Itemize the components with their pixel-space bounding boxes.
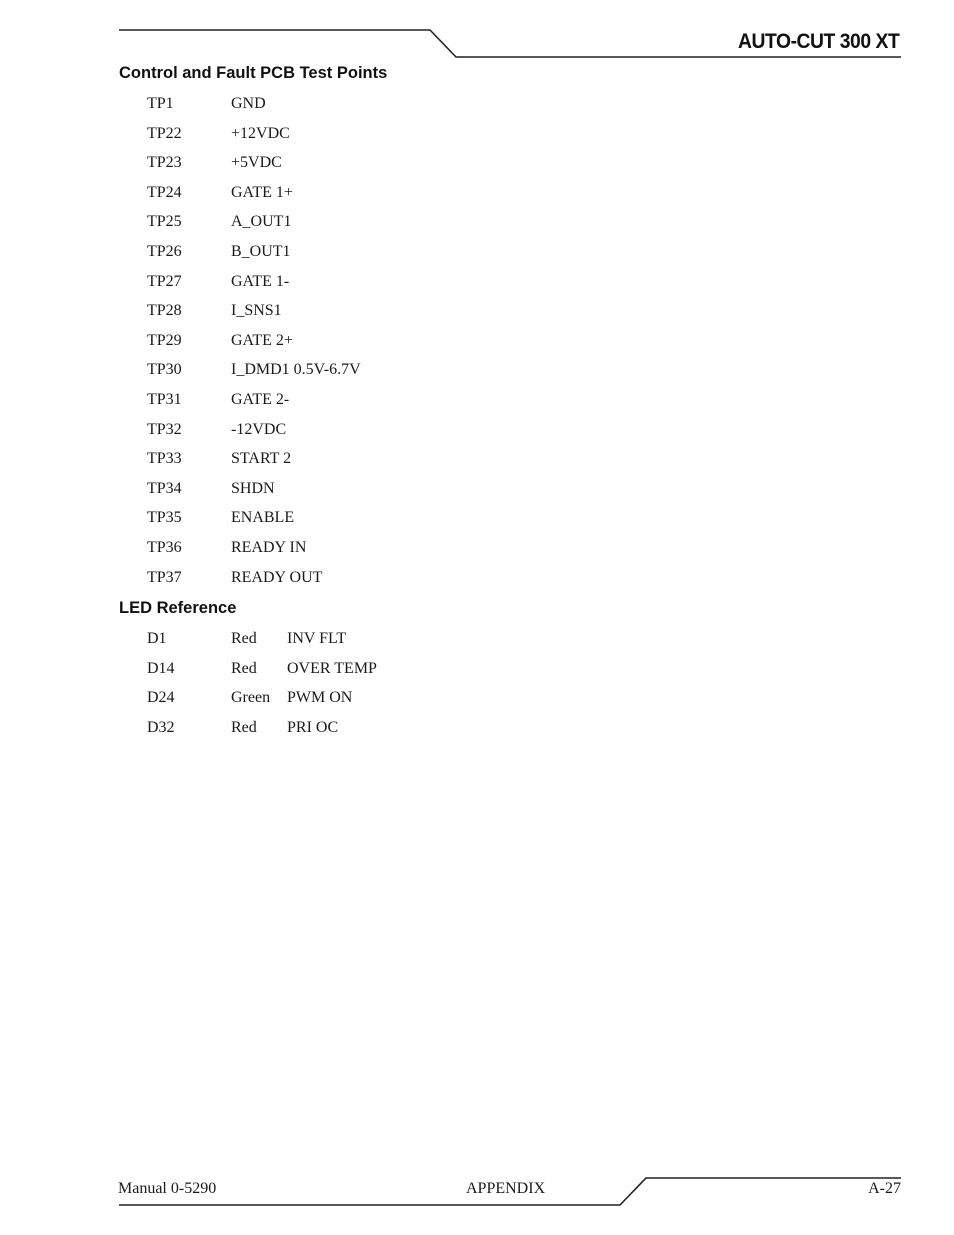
test-point-row-signal: ENABLE: [231, 509, 295, 527]
manual-number: Manual 0-5290: [118, 1180, 217, 1197]
test-point-row-signal: A_OUT1: [231, 213, 292, 231]
test-point-row-id: TP36: [147, 538, 182, 556]
section-name: APPENDIX: [466, 1180, 546, 1197]
page-number: A-27: [868, 1180, 901, 1197]
led-row-color: Red: [231, 718, 257, 736]
led-row-id: D24: [147, 689, 175, 707]
led-reference-heading: LED Reference: [119, 599, 237, 617]
test-point-row-signal: -12VDC: [231, 420, 287, 438]
test-point-row-signal: GATE 2+: [231, 331, 293, 349]
led-row-id: D1: [147, 630, 167, 647]
test-point-row-signal: READY IN: [231, 538, 307, 556]
led-row-color: Red: [231, 630, 257, 647]
test-point-row-id: TP25: [147, 213, 182, 231]
test-point-row-signal: GND: [231, 95, 266, 112]
test-point-row-id: TP37: [147, 568, 182, 586]
test-point-row-id: TP33: [147, 450, 182, 468]
test-point-row-signal: GATE 2-: [231, 390, 290, 408]
test-point-row-signal: +5VDC: [231, 154, 282, 172]
product-title: AUTO-CUT 300 XT: [737, 30, 899, 53]
test-point-row-id: TP32: [147, 420, 182, 438]
led-row-id: D14: [147, 659, 175, 677]
test-point-row-id: TP35: [147, 509, 182, 527]
test-point-row-id: TP23: [147, 154, 182, 172]
test-point-row-id: TP34: [147, 479, 182, 497]
test-point-row-signal: SHDN: [231, 479, 275, 497]
test-point-row-signal: I_SNS1: [231, 302, 282, 320]
test-point-row-id: TP26: [147, 242, 182, 260]
led-row-color: Red: [231, 659, 257, 677]
led-row-function: INV FLT: [287, 630, 347, 647]
test-points-heading: Control and Fault PCB Test Points: [119, 64, 388, 82]
test-point-row-id: TP24: [147, 183, 182, 201]
test-point-row-signal: I_DMD1 0.5V-6.7V: [231, 361, 361, 379]
test-point-row-signal: B_OUT1: [231, 242, 291, 260]
test-point-row-signal: +12VDC: [231, 124, 290, 142]
test-point-row-signal: GATE 1-: [231, 272, 290, 290]
test-point-row-signal: GATE 1+: [231, 183, 293, 201]
test-point-row-id: TP31: [147, 390, 182, 408]
test-point-row-id: TP27: [147, 272, 182, 290]
led-row-color: Green: [231, 689, 271, 707]
test-point-row-id: TP1: [147, 95, 174, 112]
led-row-id: D32: [147, 718, 175, 736]
test-point-row-signal: START 2: [231, 450, 292, 468]
test-point-row-id: TP28: [147, 302, 182, 320]
led-row-function: PRI OC: [287, 718, 339, 736]
test-point-row-signal: READY OUT: [231, 568, 323, 586]
led-row-function: OVER TEMP: [287, 659, 377, 677]
led-row-function: PWM ON: [287, 689, 353, 707]
test-point-row-id: TP22: [147, 124, 182, 142]
test-point-row-id: TP30: [147, 361, 182, 379]
test-point-row-id: TP29: [147, 331, 182, 349]
